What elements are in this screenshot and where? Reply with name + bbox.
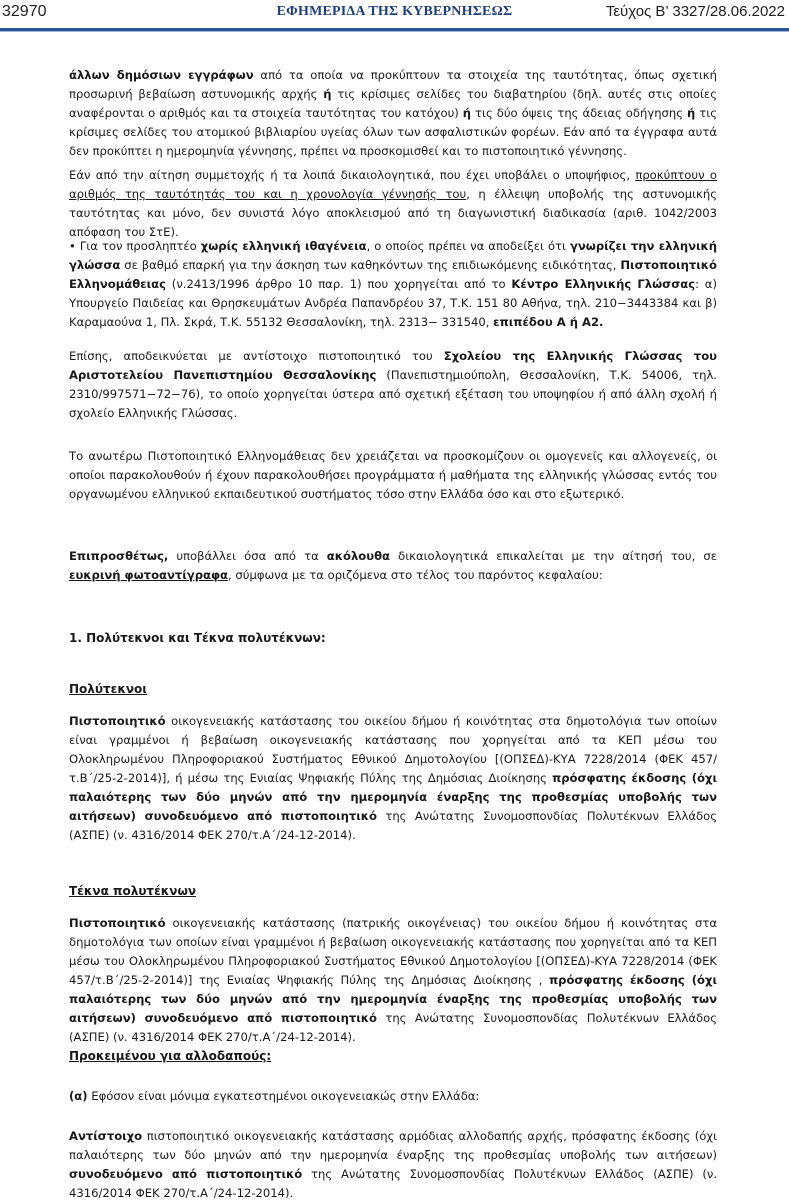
page-header (0, 0, 789, 34)
bullet-icon: • (69, 239, 76, 253)
paragraph-large-families-cert: Πιστοποιητικό οικογενειακής κατάστασης του οικείου δήμου ή κοινότητας στα δημοτολόγια των οποίων είναι γραμμένοι ή βεβαίωση οικογενειακής κατάστασης που χορηγείται από τα ΚΕΠ μέσω του Ολοκληρωμένου Πληροφοριακού Συστήματος Εθνικού Δημοτολογίου [(ΟΠΣΕΔ)-ΚΥΑ 7228/2014 (ΦΕΚ 457/τ.Β΄/25-2-2014)], ή μέσω της Ενιαίας Ψηφιακής Πύλης της Δημόσιας Διοίκησης πρόσφατης έκδοσης (όχι παλαιότερης των δύο μηνών από την ημερομηνία έναρξης της προθεσμίας υποβολής των αιτήσεων) συνοδευόμενο από πιστοποιητικό της Ανώτατης Συνομοσπονδίας Πολυτέκνων Ελλάδος (ΑΣΠΕ) (ν. 4316/2014 ΦΕΚ 270/τ.Α΄/24-12-2014). (69, 714, 717, 842)
gazette-title: ΕΦΗΜΕΡΙΔΑ ΤΗΣ ΚΥΒΕΡΝΗΣΕΩΣ (276, 4, 513, 19)
paragraph-greek-language: • Για τον προσληπτέο χωρίς ελληνική ιθαγένεια, ο οποίος πρέπει να αποδείξει ότι γνωρίζει την ελληνική γλώσσα σε βαθμό επαρκή για την άσκηση των καθηκόντων της επιδιωκόμενης ειδικότητας, Πιστοποιητικό Ελληνομάθειας (ν.2413/1996 άρθρο 10 παρ. 1) που χορηγείται από το Κέντρο Ελληνικής Γλώσσας: α) Υπουργείο Παιδείας και Θρησκευμάτων Ανδρέα Παπανδρέου 37, Τ.Κ. 151 80 Αθήνα, τηλ. 210−3443384 και β) Καραμαούνα 1, Πλ. Σκρά, Τ.Κ. 55132 Θεσσαλονίκη, τηλ. 2313− 331540, επιπέδου Α ή Α2. (69, 239, 718, 329)
subheading-foreigners: Προκειμένου για αλλοδαπούς: (69, 1049, 272, 1063)
paragraph-id-exemption: Εάν από την αίτηση συμμετοχής ή τα λοιπά δικαιολογητικά, που έχει υποβάλει ο υποψήφιος, προκύπτουν ο αριθμός της ταυτότητάς του και η χρονολογία γέννησής του, η έλλειψη υποβολής της αστυνομικής ταυτότητας και μόνο, δεν συνιστά λόγο αποκλεισμού από τη διαγωνιστική διαδικασία (αριθ. 1042/2003 απόφαση του ΣτΕ). (69, 168, 718, 239)
paragraph-exempt-expatriates: Το ανωτέρω Πιστοποιητικό Ελληνομάθειας δεν χρειάζεται να προσκομίζουν οι ομογενείς και αλλογενείς, οι οποίοι παρακολουθούν ή έχουν παρακολουθήσει προγράμματα ή μαθήματα της ελληνικής γλώσσας εντός του οργανωμένου ελληνικού εκπαιδευτικού συστήματος τόσο στην Ελλάδα όσο και στο εξωτερικό. (69, 449, 717, 501)
subheading-large-families: Πολύτεκνοι (69, 682, 147, 696)
section-heading-large-families: 1. Πολύτεκνοι και Τέκνα πολυτέκνων: (69, 631, 326, 645)
issue-info: Τεύχος B’ 3327/28.06.2022 (605, 3, 785, 20)
paragraph-children-cert: Πιστοποιητικό οικογενειακής κατάστασης (πατρικής οικογένειας) του οικείου δήμου ή κοινότητας στα δημοτολόγια των οποίων είναι γραμμένοι ή βεβαίωση οικογενειακής κατάστασης που χορηγείται από τα ΚΕΠ μέσω του Ολοκληρωμένου Πληροφοριακού Συστήματος Εθνικού Δημοτολογίου [(ΟΠΣΕΔ)-ΚΥΑ 7228/2014 (ΦΕΚ 457/τ.Β΄/25-2-2014)] της Ενιαίας Ψηφιακής Πύλης της Δημόσιας Διοίκησης , πρόσφατης έκδοσης (όχι παλαιότερης των δύο μηνών από την ημερομηνία έναρξης της προθεσμίας υποβολής των αιτήσεων) συνοδευόμενο από πιστοποιητικό της Ανώτατης Συνομοσπονδίας Πολυτέκνων Ελλάδος (ΑΣΠΕ) (ν. 4316/2014 ΦΕΚ 270/τ.Α΄/24-12-2014). (69, 916, 718, 1044)
paragraph-additional-docs: Επιπροσθέτως, υποβάλλει όσα από τα ακόλουθα δικαιολογητικά επικαλείται με την αίτησή του, σε ευκρινή φωτοαντίγραφα, σύμφωνα με τα οριζόμενα στο τέλος του παρόντος κεφαλαίου: (69, 549, 717, 582)
paragraph-foreign-cert: Αντίστοιχο πιστοποιητικό οικογενειακής κατάστασης αρμόδιας αλλοδαπής αρχής, πρόσφατης έκδοσης (όχι παλαιότερης των δύο μηνών από την ημερομηνία έναρξης της προθεσμίας υποβολής των αιτήσεων) συνοδευόμενο από πιστοποιητικό της Ανώτατης Συνομοσπονδίας Πολυτέκνων Ελλάδος (ΑΣΠΕ) (ν. 4316/2014 ΦΕΚ 270/τ.Α΄/24-12-2014). (69, 1129, 718, 1200)
paragraph-foreigners-a: (α) Εφόσον είναι μόνιμα εγκατεστημένοι οικογενειακώς στην Ελλάδα: (69, 1089, 480, 1103)
header-divider (0, 28, 789, 32)
paragraph-id-documents: άλλων δημόσιων εγγράφων από τα οποία να προκύπτουν τα στοιχεία της ταυτότητας, όπως σχετική προσωρινή βεβαίωση αστυνομικής αρχής ή τις κρίσιμες σελίδες του διαβατηρίου (δηλ. αυτές στις οποίες αναφέρονται ο αριθμός και τα στοιχεία ταυτότητας του κατόχου) ή τις δύο όψεις της άδειας οδήγησης ή τις κρίσιμες σελίδες του ατομικού βιβλιαρίου υγείας όλων των ασφαλιστικών φορέων. Εάν από τα έγγραφα αυτά δεν προκύπτει η ημερομηνία γέννησης, πρέπει να προσκομισθεί και το πιστοποιητικό γέννησης. (69, 68, 718, 158)
page-number: 32970 (2, 3, 47, 20)
subheading-children-large-families: Τέκνα πολυτέκνων (69, 884, 197, 898)
paragraph-aristotle-school: Επίσης, αποδεικνύεται με αντίστοιχο πιστοποιητικό του Σχολείου της Ελληνικής Γλώσσας του Αριστοτελείου Πανεπιστημίου Θεσσαλονίκης (Πανεπιστημιούπολη, Θεσσαλονίκη, Τ.Κ. 54006, τηλ. 2310/997571−72−76), το οποίο χορηγείται ύστερα από σχετική εξέταση του υποψηφίου ή από άλλη σχολή ή σχολείο Ελληνικής Γλώσσας. (69, 349, 717, 420)
